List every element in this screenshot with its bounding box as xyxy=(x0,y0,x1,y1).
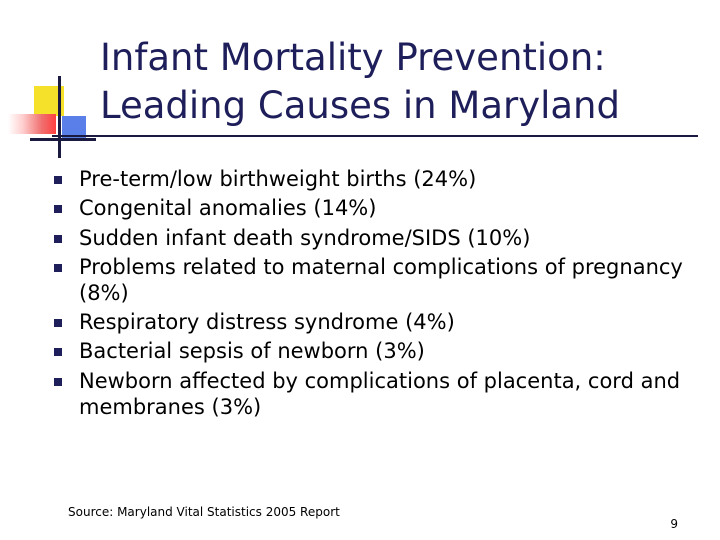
square-bullet-icon xyxy=(54,205,62,213)
square-bullet-icon xyxy=(54,348,62,356)
logo-red-bar xyxy=(8,114,56,134)
square-bullet-icon xyxy=(54,319,62,327)
list-item xyxy=(48,166,688,192)
page-number: 9 xyxy=(670,517,678,531)
list-item-text: Newborn affected by complications of placenta, cord and membranes (3%) xyxy=(79,368,681,419)
slide-logo-icon xyxy=(0,70,100,160)
list-item xyxy=(48,309,688,335)
list-item-text: Respiratory distress syndrome (4%) xyxy=(79,310,455,335)
list-item xyxy=(48,225,688,251)
list-item xyxy=(48,254,688,306)
logo-horizontal-line xyxy=(30,138,96,141)
list-item-text: Pre-term/low birthweight births (24%) xyxy=(79,167,477,191)
list-item xyxy=(48,338,688,364)
list-item-text: Bacterial sepsis of newborn (3%) xyxy=(79,339,425,364)
square-bullet-icon xyxy=(54,235,62,243)
slide-title-line-1: Infant Mortality Prevention: xyxy=(100,36,606,79)
title-underline xyxy=(52,135,698,137)
square-bullet-icon xyxy=(54,176,62,184)
list-item xyxy=(48,368,688,420)
list-item xyxy=(48,195,688,221)
square-bullet-icon xyxy=(54,378,62,386)
square-bullet-icon xyxy=(54,264,62,272)
slide-title xyxy=(100,34,700,130)
cause-list xyxy=(48,166,688,423)
list-item-text: Congenital anomalies (14%) xyxy=(79,196,377,221)
logo-vertical-line xyxy=(58,76,61,158)
slide-title-line-2: Leading Causes in Maryland xyxy=(100,84,620,127)
source-citation: Source: Maryland Vital Statistics 2005 Report xyxy=(68,505,340,519)
list-item-text: Sudden infant death syndrome/SIDS (10%) xyxy=(79,225,531,250)
list-item-text: Problems related to maternal complications of pregnancy (8%) xyxy=(79,254,683,305)
